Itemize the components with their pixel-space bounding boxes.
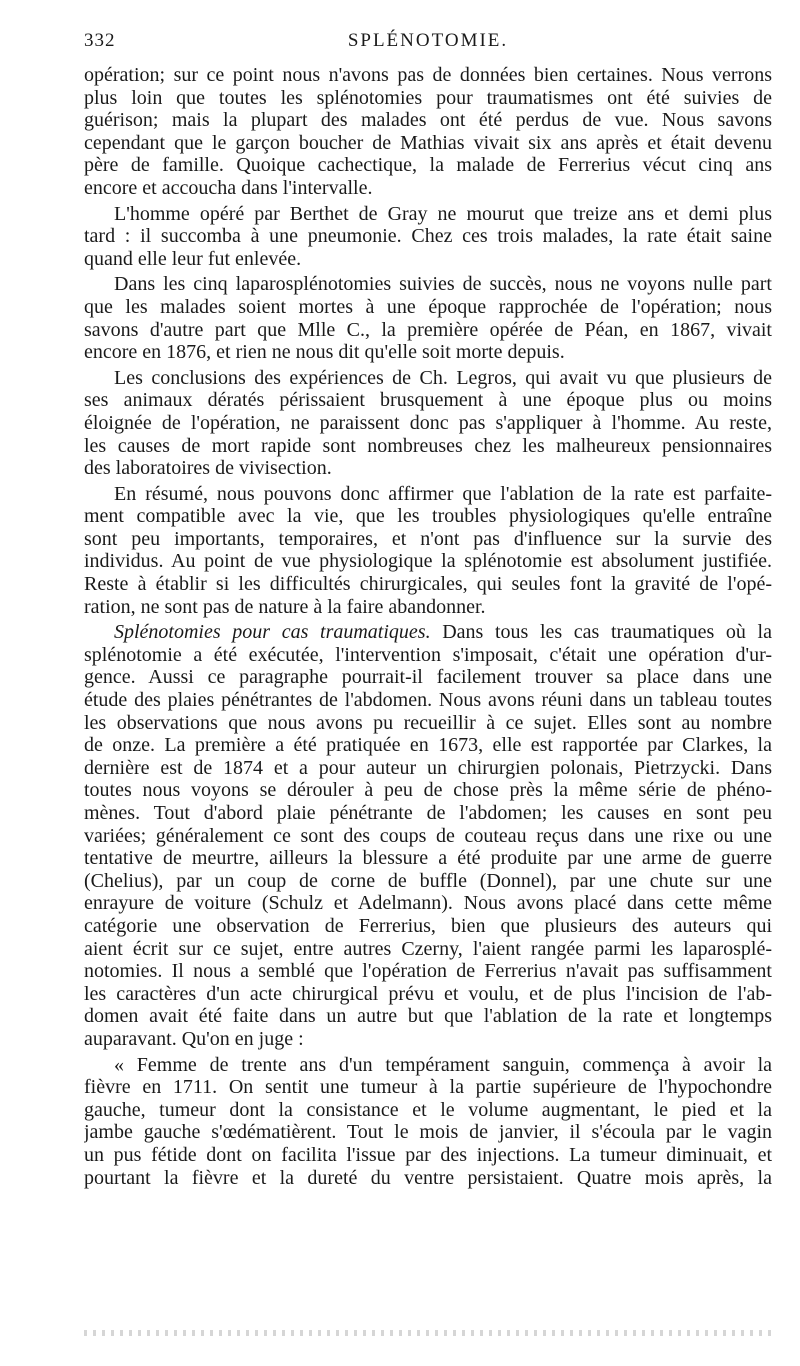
text-line: les observations que nous avons pu recueillir à ce sujet. Elles sont au nombre <box>84 711 772 734</box>
text-line: En résumé, nous pouvons donc affirmer que l'ablation de la rate est parfaite- <box>114 482 772 505</box>
text-line: tentative de meurtre, ailleurs la blessure a été produite par une arme de guerre <box>84 847 772 870</box>
text-line: que les malades soient mortes à une époque rapprochée de l'opération; nous <box>84 295 772 318</box>
text-line: tard : il succomba à une pneumonie. Chez ces trois malades, la rate était saine <box>84 225 772 248</box>
text-line: de onze. La première a été pratiquée en 1673, elle est rapportée par Clarkes, la <box>84 734 772 757</box>
text-line: individus. Au point de vue physiologique la splénotomie est absolument justifiée. <box>84 550 772 573</box>
text-line: encore et accoucha dans l'intervalle. <box>84 176 373 199</box>
text-line: dernière est de 1874 et a pour auteur un chirurgien polonais, Pietrzycki. Dans <box>84 756 772 779</box>
text-line: ment compatible avec la vie, que les troubles physiologiques qu'elle entraîne <box>84 505 772 528</box>
text-line: (Chelius), par un coup de corne de buffle (Donnel), par une chute sur une <box>84 869 772 892</box>
text-line: les caractères d'un acte chirurgical prévu et voulu, et de plus l'incision de l'ab- <box>84 982 772 1005</box>
text-line: gauche, tumeur dont la consistance et le volume augmentant, le pied et la <box>84 1098 772 1121</box>
text-line: ration, ne sont pas de nature à la faire abandonner. <box>84 595 486 618</box>
paragraph <box>84 1054 772 1190</box>
text-line: catégorie une observation de Ferrerius, bien que plusieurs des auteurs qui <box>84 914 772 937</box>
text-line: L'homme opéré par Berthet de Gray ne mourut que treize ans et demi plus <box>114 202 772 225</box>
text-line: plus loin que toutes les splénotomies pour traumatismes ont été suivies de <box>84 86 772 109</box>
scan-artifact <box>84 1330 772 1336</box>
text-line: guérison; mais la plupart des malades ont été perdus de vue. Nous savons <box>84 109 772 132</box>
text-line: aient écrit sur ce sujet, entre autres Czerny, l'aient rangée parmi les laparosplé- <box>84 937 772 960</box>
text-line: fièvre en 1711. On sentit une tumeur à la partie supérieure de l'hypochondre <box>84 1076 772 1099</box>
text-line: opération; sur ce point nous n'avons pas de données bien certaines. Nous verrons <box>84 64 772 86</box>
text-line: Reste à établir si les difficultés chirurgicales, qui seules font la gravité de l'opé- <box>84 573 772 596</box>
section-lead: Splénotomies pour cas traumatiques. <box>114 621 431 644</box>
text-line: Dans les cinq laparosplénotomies suivies de succès, nous ne voyons nulle part <box>114 273 772 296</box>
text-line: pourtant la fièvre et la dureté du ventre persistaient. Quatre mois après, la <box>84 1166 772 1189</box>
text-line: notomies. Il nous a semblé que l'opération de Ferrerius n'avait pas suffisamment <box>84 960 772 983</box>
text-line: sont peu importants, temporaires, et n'ont pas d'influence sur la survie des <box>84 527 772 550</box>
text-line: les causes de mort rapide sont nombreuses chez les malheureux pensionnaires <box>84 434 772 457</box>
running-title: SPLÉNOTOMIE. <box>347 30 509 51</box>
paragraph <box>84 483 772 619</box>
text-line: encore en 1876, et rien ne nous dit qu'elle soit morte depuis. <box>84 341 565 364</box>
paragraph <box>84 203 772 271</box>
text-line: gence. Aussi ce paragraphe pourrait-il facilement trouver sa place dans une <box>84 666 772 689</box>
text-line: « Femme de trente ans d'un tempérament sanguin, commença à avoir la <box>114 1053 772 1076</box>
text-line <box>84 621 772 644</box>
running-head <box>84 30 772 56</box>
text-line: un pus fétide dont on facilita l'issue par des injections. La tumeur diminuait, et <box>84 1143 772 1166</box>
text-line: auparavant. Qu'on en juge : <box>84 1027 304 1050</box>
text-line: toutes nous voyons se dérouler à peu de chose près la même série de phéno- <box>84 779 772 802</box>
text-line: cependant que le garçon boucher de Mathias vivait six ans après et était devenu <box>84 131 772 154</box>
text-line: quand elle leur fut enlevée. <box>84 247 302 270</box>
text-line: splénotomie a été exécutée, l'intervention s'imposait, c'était une opération d'ur- <box>84 643 772 666</box>
page-number: 332 <box>84 30 116 51</box>
text-line: jambe gauche s'œdématièrent. Tout le mois de janvier, il s'écoula par le vagin <box>84 1121 772 1144</box>
paragraph <box>84 367 772 480</box>
text-line: variées; généralement ce sont des coups de couteau reçus dans une rixe ou une <box>84 824 772 847</box>
text-line: éloignée de l'opération, ne paraissent donc pas s'appliquer à l'homme. Au reste, <box>84 411 772 434</box>
text-line: ses animaux dératés périssaient brusquement à une époque plus ou moins <box>84 389 772 412</box>
text-line: Les conclusions des expériences de Ch. Legros, qui avait vu que plusieurs de <box>114 366 772 389</box>
paragraph <box>84 621 772 1050</box>
text-line: étude des plaies pénétrantes de l'abdomen. Nous avons réuni dans un tableau toutes <box>84 689 772 712</box>
text-line: savons d'autre part que Mlle C., la première opérée de Péan, en 1867, vivait <box>84 318 772 341</box>
text-line-rest: Dans tous les cas traumatiques où la <box>442 621 772 644</box>
body-text <box>84 64 772 1189</box>
paragraph <box>84 273 772 363</box>
text-line: enrayure de voiture (Schulz et Adelmann). Nous avons placé dans cette même <box>84 892 772 915</box>
text-line: domen avait été faite dans un autre but que l'ablation de la rate et longtemps <box>84 1005 772 1028</box>
paragraph <box>84 64 772 200</box>
text-line: père de famille. Quoique cachectique, la malade de Ferrerius vécut cinq ans <box>84 154 772 177</box>
text-line: mènes. Tout d'abord plaie pénétrante de l'abdomen; les causes en sont peu <box>84 802 772 824</box>
text-line: des laboratoires de vivisection. <box>84 457 332 480</box>
